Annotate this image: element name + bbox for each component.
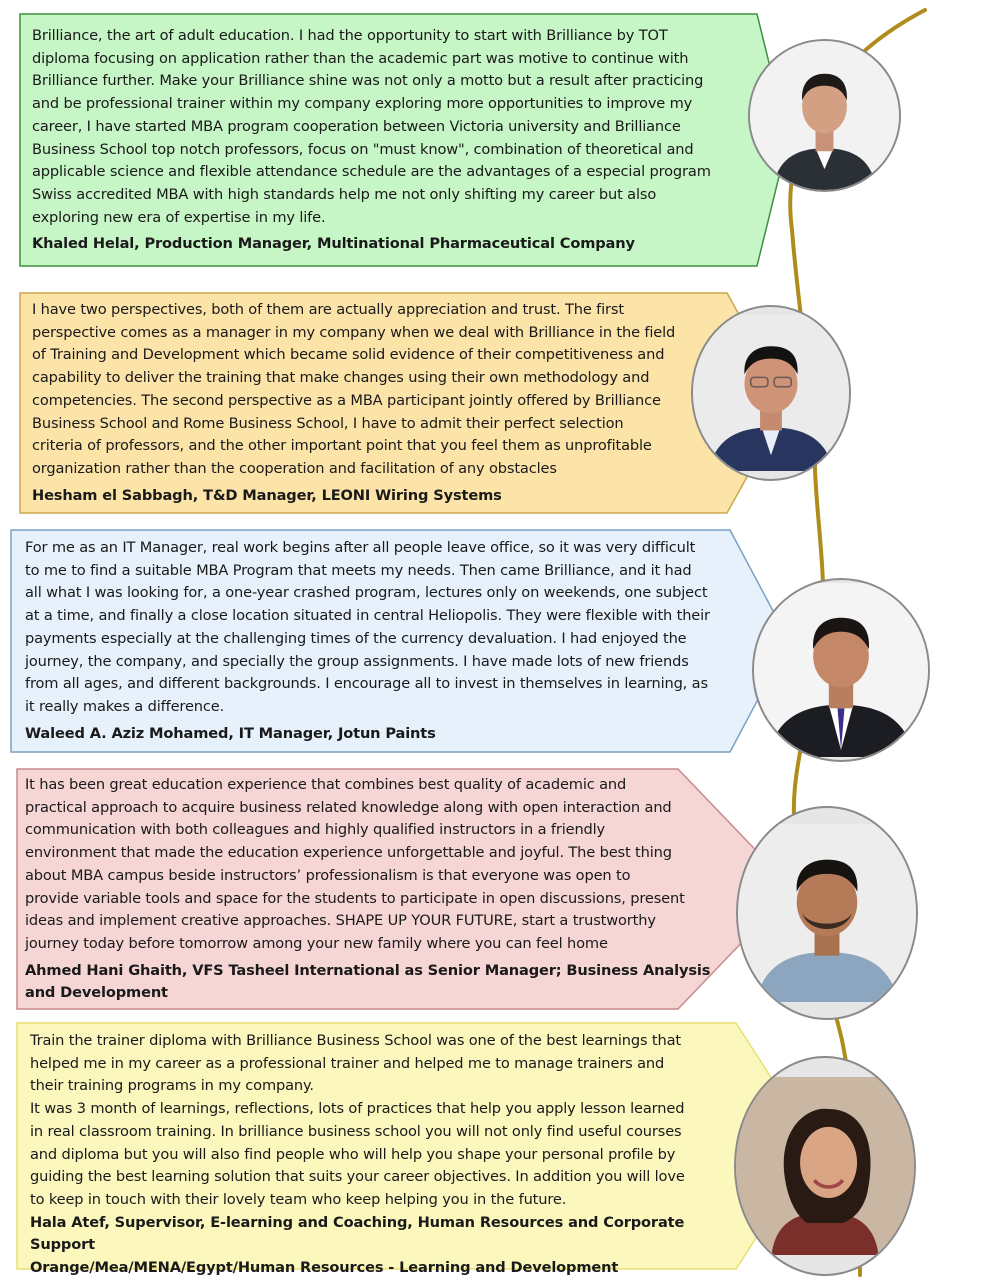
testimonial-author: Khaled Helal, Production Manager, Multinational Pharmaceutical Company	[32, 235, 635, 253]
person-photo-icon	[750, 41, 899, 190]
testimonial-card-4	[16, 768, 794, 1010]
person-photo-icon	[736, 1058, 914, 1274]
testimonial-author: Waleed A. Aziz Mohamed, IT Manager, Jotun Paints	[25, 724, 436, 742]
avatar-waleed-aziz-mohamed	[752, 578, 930, 762]
testimonial-author: Hesham el Sabbagh, T&D Manager, LEONI Wiring Systems	[32, 486, 502, 504]
testimonial-card-1	[19, 13, 789, 267]
testimonial-card-5	[16, 1022, 816, 1277]
testimonial-quote: I have two perspectives, both of them are actually appreciation and trust. The first perspective comes as a manager in my company when we deal with Brilliance in the field of Training and Development which became solid evidence of their competitiveness and capability to deliver the training that make changes using their own methodology and competencies. The second perspective as a MBA participant jointly offered by Brilliance Business School and Rome Business School, I have to admit their perfect selection criteria of professors, and the other important point that you feel them as unprofitable organization rather than the cooperation and facilitation of any obstacles	[32, 301, 676, 477]
avatar-ahmed-hani-ghaith	[736, 806, 918, 1020]
testimonial-quote: Brilliance, the art of adult education. I had the opportunity to start with Brilliance by TOT diploma focusing on application rather than the academic part was motive to continue with Brilliance further. Make your Brilliance shine was not only a motto but a result after practicing and be professional trainer within my company exploring more opportunities to improve my career, I have started MBA program cooperation between Victoria university and Brilliance Business School top notch professors, focus on "must know", combination of theoretical and applicable science and flexible attendance schedule are the advantages of a especial program Swiss accredited MBA with high standards help me not only shifting my career but also exploring new era of expertise in my life.	[32, 27, 711, 226]
avatar-khaled-helal	[748, 39, 901, 192]
person-photo-icon	[738, 808, 916, 1018]
testimonial-quote: For me as an IT Manager, real work begins after all people leave office, so it was very difficult to me to find a suitable MBA Program that meets my needs. Then came Brilliance, and it had all what I was looking for, a one-year crashed program, lectures only on weekends, one subject at a time, and finally a close location situated in central Heliopolis. They were flexible with their payments especially at the challenging times of the currency devaluation. I had enjoyed the journey, the company, and specially the group assignments. I have made lots of new friends from all ages, and different backgrounds. I encourage all to invest in themselves in learning, as it really makes a difference.	[25, 539, 710, 715]
testimonial-author: Ahmed Hani Ghaith, VFS Tasheel International as Senior Manager; Business Analysis and Development	[25, 961, 711, 1002]
person-photo-icon	[754, 580, 928, 760]
testimonial-card-3	[10, 529, 790, 753]
testimonial-quote: It has been great education experience that combines best quality of academic and practical approach to acquire business related knowledge along with open interaction and communication with both colleagues and highly qualified instructors in a friendly environment that made the education experience unforgettable and joyful. The best thing about MBA campus beside instructors’ professionalism is that everyone was open to provide variable tools and space for the students to participate in open discussions, present ideas and implement creative approaches. SHAPE UP YOUR FUTURE, start a trustworthy journey today before tomorrow among your new family where you can feel home	[25, 776, 685, 952]
testimonial-quote: Train the trainer diploma with Brilliance Business School was one of the best learnings that helped me in my career as a professional trainer and helped me to manage trainers and their training programs in my company. It was 3 month of learnings, reflections, lots of practices that help you apply lesson learned in real classroom training. In brilliance business school you will not only find useful courses and diploma but you will also find people who will help you shape your personal profile by guiding the best learning solution that suits your career objectives. In addition you will love to keep in touch with their lovely team who keep helping you in the future.	[30, 1032, 685, 1208]
avatar-hesham-el-sabbagh	[691, 305, 851, 481]
person-photo-icon	[693, 307, 849, 479]
testimonial-card-2	[19, 292, 789, 514]
avatar-hala-atef	[734, 1056, 916, 1276]
testimonial-author: Hala Atef, Supervisor, E-learning and Coaching, Human Resources and Corporate Support Orange/Mea/MENA/Egypt/Human Resources - Learning and Development	[30, 1213, 685, 1277]
